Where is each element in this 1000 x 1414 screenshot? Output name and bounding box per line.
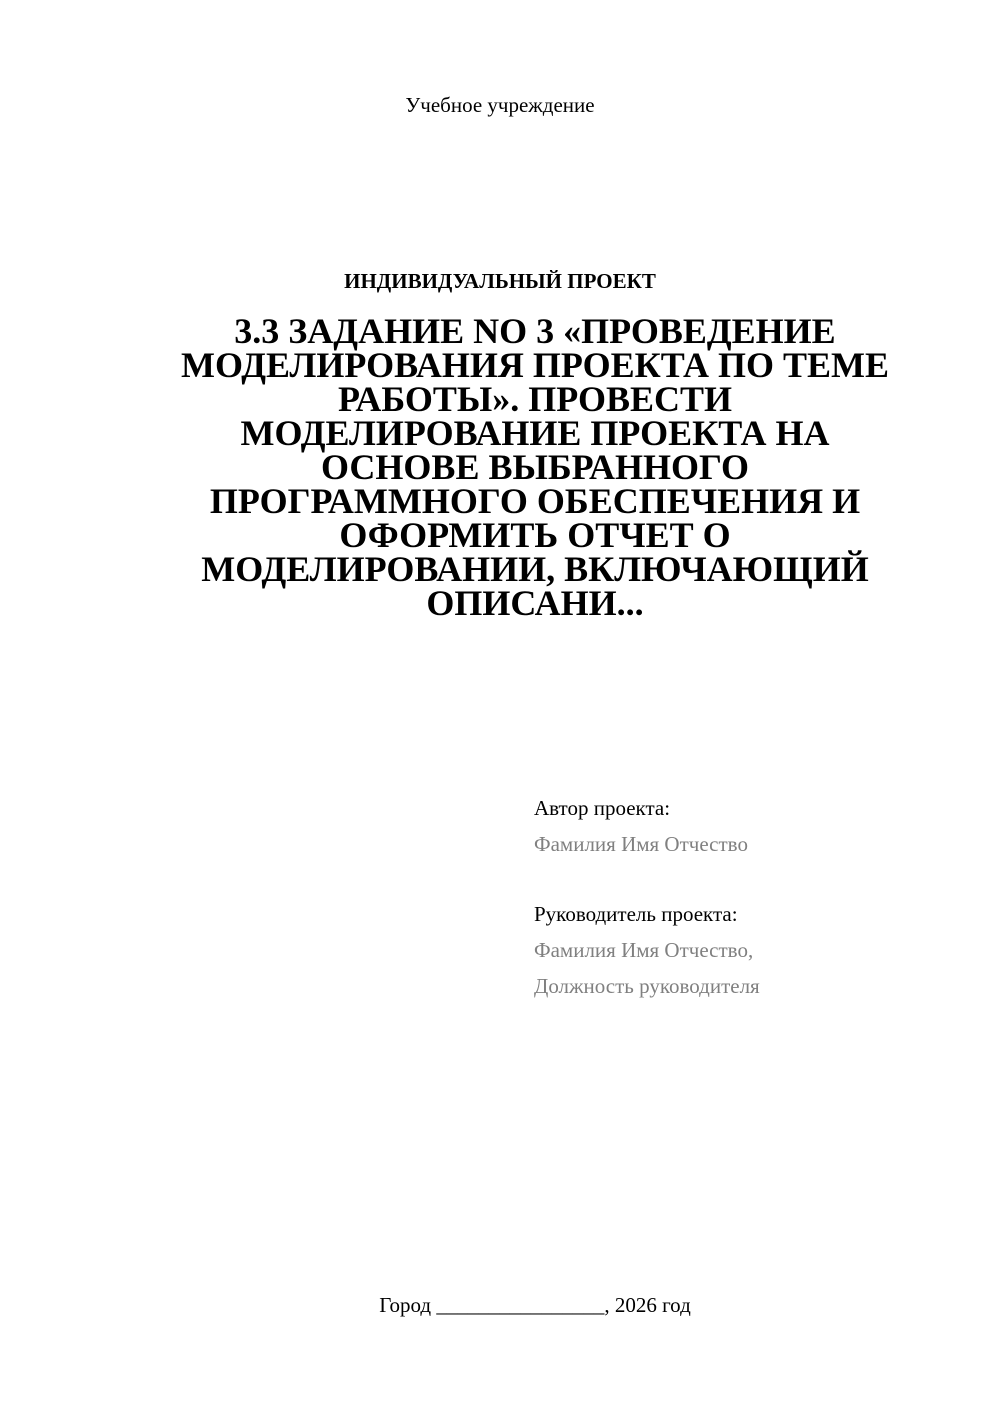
spacer: [534, 862, 954, 896]
document-type: ИНДИВИДУАЛЬНЫЙ ПРОЕКТ: [344, 269, 656, 293]
title-line: МОДЕЛИРОВАНИЕ ПРОЕКТА НА: [240, 413, 830, 453]
project-people-block: [534, 790, 954, 1004]
title-line: МОДЕЛИРОВАНИИ, ВКЛЮЧАЮЩИЙ: [201, 549, 869, 589]
city-year-line: Город ________________, 2026 год: [379, 1293, 691, 1317]
institution-name: Учебное учреждение: [405, 93, 595, 117]
supervisor-name: Фамилия Имя Отчество,: [534, 938, 754, 962]
document-title: [150, 311, 920, 623]
author-name: Фамилия Имя Отчество: [534, 832, 748, 856]
title-line: ОСНОВЕ ВЫБРАННОГО: [320, 447, 750, 487]
supervisor-label: Руководитель проекта:: [534, 902, 738, 926]
title-line: ОФОРМИТЬ ОТЧЕТ О: [339, 515, 731, 555]
title-line: ПРОГРАММНОГО ОБЕСПЕЧЕНИЯ И: [209, 481, 861, 521]
title-line: ОПИСАНИ...: [426, 583, 644, 623]
title-line: МОДЕЛИРОВАНИЯ ПРОЕКТА ПО ТЕМЕ: [181, 345, 889, 385]
title-line: РАБОТЫ». ПРОВЕСТИ: [337, 379, 733, 419]
author-label: Автор проекта:: [534, 796, 671, 820]
supervisor-position: Должность руководителя: [534, 974, 760, 998]
title-line: 3.3 ЗАДАНИЕ NO 3 «ПРОВЕДЕНИЕ: [234, 311, 836, 351]
